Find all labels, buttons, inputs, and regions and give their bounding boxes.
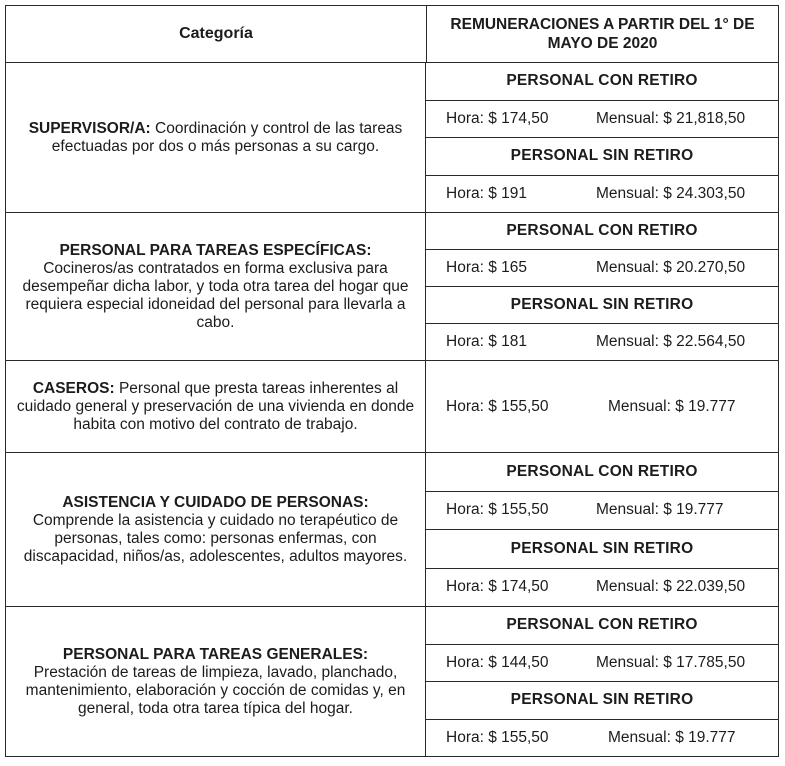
con-retiro-values (426, 492, 778, 531)
table-row (6, 453, 778, 607)
mensual-value: Mensual: $ 24.303,50 (596, 184, 746, 202)
category-description: Prestación de tareas de limpieza, lavado, planchado, mantenimiento, elaboración y cocción de comidas y, en general, toda otra tarea típica del hogar. (25, 663, 406, 717)
category-title: ASISTENCIA Y CUIDADO DE PERSONAS: (62, 493, 369, 511)
sin-retiro-values (426, 569, 778, 607)
table-header (6, 6, 778, 63)
mensual-value: Mensual: $ 20.270,50 (596, 259, 746, 276)
mensual-value: Mensual: $ 21,818,50 (596, 109, 746, 127)
category-title: PERSONAL PARA TAREAS GENERALES: (62, 645, 369, 663)
pay-cell (426, 607, 778, 756)
pay-cell (426, 361, 778, 452)
sin-retiro-values (426, 176, 778, 213)
pay-cell (426, 453, 778, 606)
con-retiro-label: PERSONAL CON RETIRO (426, 63, 778, 101)
sin-retiro-label: PERSONAL SIN RETIRO (426, 682, 778, 720)
pay-cell (426, 63, 778, 212)
con-retiro-values (426, 250, 778, 287)
category-description: Coordinación y control de las tareas efectuadas por dos o más personas a su cargo. (51, 119, 403, 155)
sin-retiro-label: PERSONAL SIN RETIRO (426, 530, 778, 569)
category-description: Personal que presta tareas inherentes al cuidado general y preservación de una vivienda en donde habita con motivo del contrato de trabajo. (16, 379, 415, 433)
header-categoria: Categoría (6, 6, 427, 62)
remuneraciones-table (5, 5, 779, 757)
sin-retiro-label: PERSONAL SIN RETIRO (426, 138, 778, 176)
header-remuneraciones: REMUNERACIONES A PARTIR DEL 1° DE MAYO DE 2020 (450, 16, 755, 52)
con-retiro-values (426, 101, 778, 139)
table-row (6, 607, 778, 756)
con-retiro-label: PERSONAL CON RETIRO (426, 213, 778, 250)
category-cell (6, 213, 426, 360)
con-retiro-label: PERSONAL CON RETIRO (426, 453, 778, 492)
category-title: CASEROS: (32, 379, 115, 397)
mensual-value: Mensual: $ 17.785,50 (596, 653, 746, 671)
mensual-value: Mensual: $ 19.777 (608, 397, 736, 415)
category-title: SUPERVISOR/A: (28, 119, 151, 137)
category-cell (6, 607, 426, 756)
category-cell (6, 453, 426, 606)
pay-cell (426, 213, 778, 360)
mensual-value: Mensual: $ 19.777 (596, 501, 724, 519)
sin-retiro-values (426, 324, 778, 360)
hora-value: Hora: $ 165 (446, 259, 527, 276)
category-cell (6, 63, 426, 212)
hora-value: Hora: $ 191 (446, 184, 527, 202)
category-description: Cocineros/as contratados en forma exclusiva para desempeñar dicha labor, y toda otra tarea del hogar que requiera especial idoneidad del personal para llevarla a cabo. (22, 259, 409, 331)
sin-retiro-label: PERSONAL SIN RETIRO (426, 287, 778, 324)
hora-value: Hora: $ 174,50 (446, 109, 549, 127)
table-row (6, 63, 778, 213)
mensual-value: Mensual: $ 22.564,50 (596, 333, 746, 350)
con-retiro-values (426, 645, 778, 683)
hora-value: Hora: $ 155,50 (446, 397, 549, 415)
category-title: PERSONAL PARA TAREAS ESPECÍFICAS: (59, 241, 372, 259)
table-row (6, 361, 778, 453)
hora-value: Hora: $ 144,50 (446, 653, 549, 671)
mensual-value: Mensual: $ 22.039,50 (596, 578, 746, 596)
category-description: Comprende la asistencia y cuidado no terapéutico de personas, tales como: personas enfermas, con discapacidad, niños/as, adolescentes, adultos mayores. (23, 511, 408, 565)
mensual-value: Mensual: $ 19.777 (608, 728, 736, 746)
hora-value: Hora: $ 174,50 (446, 578, 549, 596)
table-row (6, 213, 778, 361)
hora-value: Hora: $ 181 (446, 333, 527, 350)
con-retiro-label: PERSONAL CON RETIRO (426, 607, 778, 645)
sin-retiro-values (426, 720, 778, 757)
hora-value: Hora: $ 155,50 (446, 728, 549, 746)
hora-value: Hora: $ 155,50 (446, 501, 549, 519)
single-values (426, 361, 778, 452)
category-cell (6, 361, 426, 452)
